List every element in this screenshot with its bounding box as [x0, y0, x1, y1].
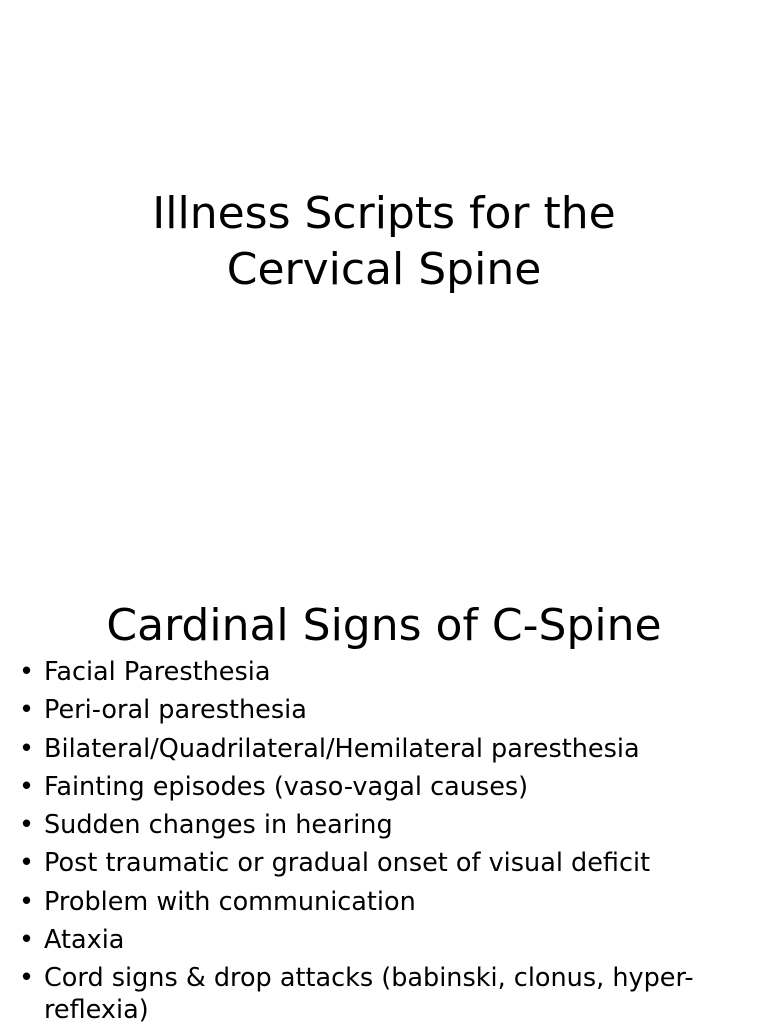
list-item-text: Facial Paresthesia — [44, 657, 271, 687]
slide-title — [0, 186, 768, 298]
bullet-icon: • — [19, 963, 35, 994]
bullet-icon: • — [19, 733, 35, 764]
bullet-icon: • — [19, 886, 35, 917]
list-item-text: Cord signs & drop attacks (babinski, clonus, hyper-reflexia) — [44, 963, 694, 1024]
bullet-icon: • — [19, 695, 35, 726]
slide-title-line-1: Illness Scripts for the — [152, 188, 616, 239]
slide-title-line-2: Cervical Spine — [226, 244, 542, 295]
list-item — [0, 771, 720, 803]
list-item — [0, 656, 720, 688]
list-item-text: Problem with communication — [44, 886, 416, 917]
list-item-text: Bilateral/Quadrilateral/Hemilateral paresthesia — [44, 733, 640, 764]
list-item-text: Peri-oral paresthesia — [44, 695, 307, 726]
list-item — [0, 733, 720, 765]
bullet-icon: • — [19, 810, 35, 841]
bullet-list — [0, 656, 720, 1024]
bullet-icon: • — [19, 848, 35, 879]
list-item — [0, 809, 720, 841]
list-item-text: Fainting episodes (vaso-vagal causes) — [44, 771, 529, 802]
list-item — [0, 962, 720, 1024]
list-item — [0, 924, 720, 956]
slide-heading: Cardinal Signs of C-Spine — [106, 600, 662, 651]
list-item-text: Sudden changes in hearing — [44, 810, 393, 841]
content-slide — [0, 576, 768, 1024]
bullet-icon: • — [19, 657, 35, 687]
list-item-text: Post traumatic or gradual onset of visual deficit — [44, 848, 651, 879]
bullet-icon: • — [19, 925, 35, 956]
list-item — [0, 886, 720, 918]
list-item — [0, 847, 720, 879]
list-item-text: Ataxia — [44, 925, 125, 956]
bullet-icon: • — [19, 771, 35, 802]
list-item — [0, 694, 720, 726]
